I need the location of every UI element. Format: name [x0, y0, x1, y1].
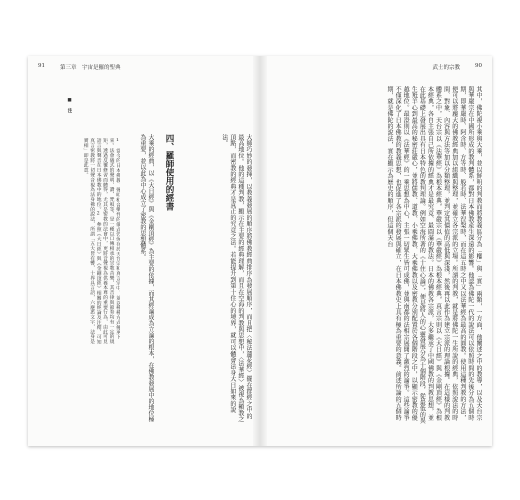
- left-running-title: 第三章 宇宙是羅的聖典: [60, 65, 121, 71]
- right-body-text: 其中，佛陀視小乘與大乘，並以鮮明的判教而將教義區分為「權」與「實」兩類，一方面，他闡述之中的教導，以及天台宗與華嚴宗在中國所形成的教判體系，都對日本佛教產生深遠的影響。他認為佛陀一代的說法可以依照時間的先後分為五個時期，即華嚴時、阿含時、方等時、般若時、法華涅槃時，而在這五時之中又以法華經為最高的圓教。使用這種判教的方法，便可以將龐大的佛教經典加以組織與整理，並確立各宗派的立場。所謂的判教，就是將佛陀一生所說的經典，依照說法的時間、對象、內容與方法等加以分類整理，並判定其價值的高低與深淺，然後再以此作為建立宗派的理論根據。在這樣的判教體系之中，天台宗以《法華經》為根本經典，華嚴宗以《華嚴經》為根本經典，真言宗則以《大日經》與《金剛頂經》為根本經典，各自主張自己所依據的經典才是最究竟、最圓滿的教法。日本的佛教各宗派，大多繼承了中國佛教的判教思想，並在此基礎上發展出具有日本特色的教判理論。例如空海所著的《十住心論》，便是將人的心靈發展分為十個階段，從最低的異生羝羊心到最高的秘密莊嚴心，並將儒教、道教、小乘佛教、大乘佛教以及密教分別配置於各個階段之中，以顯示密教的優越地位。最澄則以《法華經》的一乘思想為中心，主張一切眾生皆可成佛，並與南都的法相宗展開了激烈的論爭。這些論爭不僅深化了日本佛教的教義思想，也促進了各宗派的發展與確立，在日本佛教史上具有極為重要的意義。前述所論的五個時期，就是佛陀的說法，實在顯示為歷史的順序，但這個天台: [385, 86, 482, 424]
- notes-text: 1 當今的日本佛教，聲明和音樂性的儀式仍保存於天台宗和真言宗中，並以種種方式傳承下來。法會儀式的聲明、讚、梵唄等，是一種以口傳相承的宗教音樂，其音律與節奏均有一定的規矩，透過反覆修習而體得，尤其是密教的法會中，更將音聲視為供養本尊的重要行為，由此可見語言與聲音在日本佛教中的地位。2 參照《大日經》與《金剛頂經》相關的經論及注釋，可知真言密教將一切聲音視為法身佛的說法，所謂「五大皆有響，十界具言語，六塵悉文字，法身是實相」即是此意。: [82, 138, 120, 345]
- book-spread: [28, 56, 492, 446]
- left-page-header: [38, 63, 250, 73]
- left-page: [28, 56, 260, 446]
- notes-label: ■ 注: [67, 98, 72, 113]
- section-title: 四、羅師使用的經書: [164, 134, 174, 211]
- left-body-text: 大師巧妙的發揮，以教義發展的順序將佛教經典排序為發展順序，而且把〈秘法蓮花經〉擺在群經之中的最高地位。他的這種判教，顯示在主要的經典理解，而且在空海的判教與思想中，〈法華經〉被視為顯教之頂點，而密教的經典才是真正的究竟之法。若能提升到第十住心的境界，就可以體會法身大日如來的說法。: [220, 134, 252, 423]
- right-page: [260, 56, 492, 446]
- left-page-number: 91: [38, 63, 45, 69]
- section-quote: 大乘的經典，以《大日經》與《金剛頂經》為主要的依據，而其經論成為立論的根本，在佛教發展中的地位極為重要，並以此為中心成立了密教的思想體系。: [138, 134, 154, 422]
- right-running-title: 武士的宗教: [432, 65, 460, 71]
- right-page-header: [270, 63, 482, 73]
- right-page-number: 90: [475, 63, 482, 69]
